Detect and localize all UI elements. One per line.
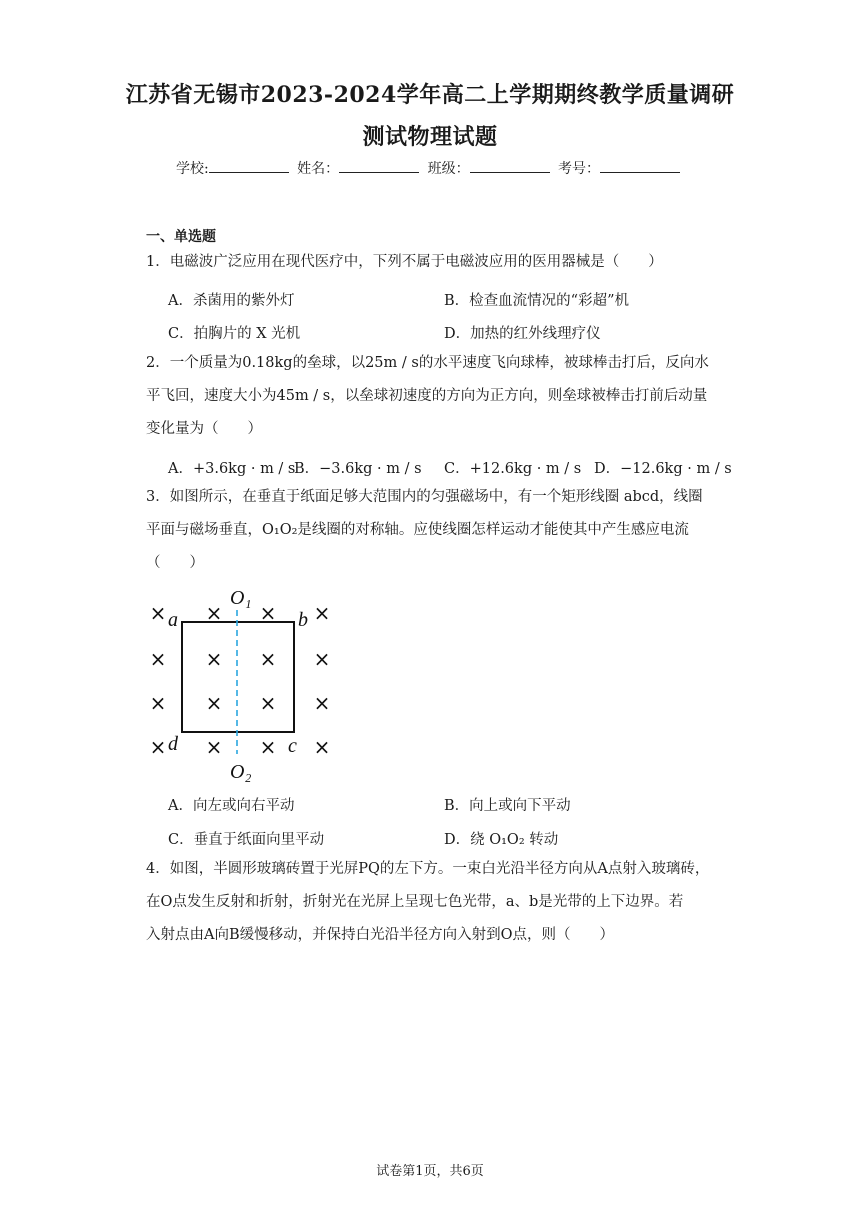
label-c: c	[288, 735, 297, 757]
question-1-stem: 1．电磁波广泛应用在现代医疗中，下列不属于电磁波应用的医用器械是（ ）	[146, 254, 663, 270]
q3-option-d: D．绕 O₁O₂ 转动	[444, 832, 559, 848]
cross-mark: ×	[205, 647, 223, 671]
label-o2: O₂	[230, 761, 252, 783]
q2-option-a: A．+3.6kg · m / s	[168, 461, 296, 477]
cross-mark: ×	[313, 601, 331, 625]
exam-title-line2: 测试物理试题	[362, 124, 498, 150]
cross-mark: ×	[149, 691, 167, 715]
number-blank	[600, 158, 680, 173]
label-d: d	[168, 733, 178, 755]
cross-mark: ×	[149, 647, 167, 671]
cross-mark: ×	[205, 691, 223, 715]
label-b: b	[298, 609, 308, 631]
q3-option-c: C．垂直于纸面向里平动	[168, 832, 325, 848]
q2-option-d: D．−12.6kg · m / s	[594, 461, 732, 477]
question-4-line2: 在O点发生反射和折射，折射光在光屏上呈现七色光带，a、b是光带的上下边界。若	[146, 894, 684, 910]
cross-mark: ×	[313, 691, 331, 715]
q1-option-b: B．检查血流情况的“彩超”机	[444, 293, 629, 309]
name-label: 姓名：	[297, 161, 340, 177]
class-blank	[470, 158, 550, 173]
question-2-line1: 2．一个质量为0.18kg的垒球，以25m / s的水平速度飞向球棒，被球棒击打后，反向水	[146, 355, 709, 371]
coil-rectangle	[182, 622, 294, 732]
class-label: 班级：	[427, 161, 470, 177]
cross-mark: ×	[205, 735, 223, 759]
question-3-line2: 平面与磁场垂直，O₁O₂是线圈的对称轴。应使线圈怎样运动才能使其中产生感应电流	[146, 522, 689, 538]
cross-mark: ×	[259, 647, 277, 671]
question-2-line3: 变化量为（ ）	[146, 421, 262, 437]
q1-option-a: A．杀菌用的紫外灯	[168, 293, 295, 309]
school-label: 学校:	[175, 161, 209, 177]
q2-option-c: C．+12.6kg · m / s	[444, 461, 582, 477]
question-3-line1: 3．如图所示，在垂直于纸面足够大范围内的匀强磁场中，有一个矩形线圈 abcd，线圈	[146, 489, 703, 505]
q1-option-c: C．拍胸片的 X 光机	[168, 326, 301, 342]
q2-option-b: B．−3.6kg · m / s	[294, 461, 422, 477]
q3-option-b: B．向上或向下平动	[444, 798, 571, 814]
cross-mark: ×	[149, 735, 167, 759]
question-4-line3: 入射点由A向B缓慢移动，并保持白光沿半径方向入射到O点，则（ ）	[146, 927, 615, 943]
cross-mark: ×	[259, 691, 277, 715]
cross-mark: ×	[259, 601, 277, 625]
exam-title-line1: 江苏省无锡市2023-2024学年高二上学期期终教学质量调研	[125, 82, 735, 108]
cross-mark: ×	[259, 735, 277, 759]
student-info-row	[0, 158, 860, 178]
page-footer: 试卷第1页，共6页	[376, 1164, 484, 1179]
question-2-line2: 平飞回，速度大小为45m / s，以垒球初速度的方向为正方向，则垒球被棒击打前后动量	[146, 388, 708, 404]
cross-mark: ×	[313, 735, 331, 759]
q1-option-d: D．加热的红外线理疗仪	[444, 326, 601, 342]
question-4-line1: 4．如图，半圆形玻璃砖置于光屏PQ的左下方。一束白光沿半径方向从A点射入玻璃砖，	[146, 861, 710, 877]
name-blank	[339, 158, 419, 173]
school-blank	[209, 158, 289, 173]
number-label: 考号：	[558, 161, 601, 177]
magnetic-field-coil-figure	[146, 584, 346, 784]
section-heading: 一、单选题	[146, 229, 216, 245]
cross-mark: ×	[205, 601, 223, 625]
question-3-line3: （ ）	[146, 555, 204, 571]
label-a: a	[168, 609, 178, 631]
cross-mark: ×	[313, 647, 331, 671]
label-o1: O₁	[230, 587, 252, 609]
cross-mark: ×	[149, 601, 167, 625]
q3-option-a: A．向左或向右平动	[168, 798, 295, 814]
